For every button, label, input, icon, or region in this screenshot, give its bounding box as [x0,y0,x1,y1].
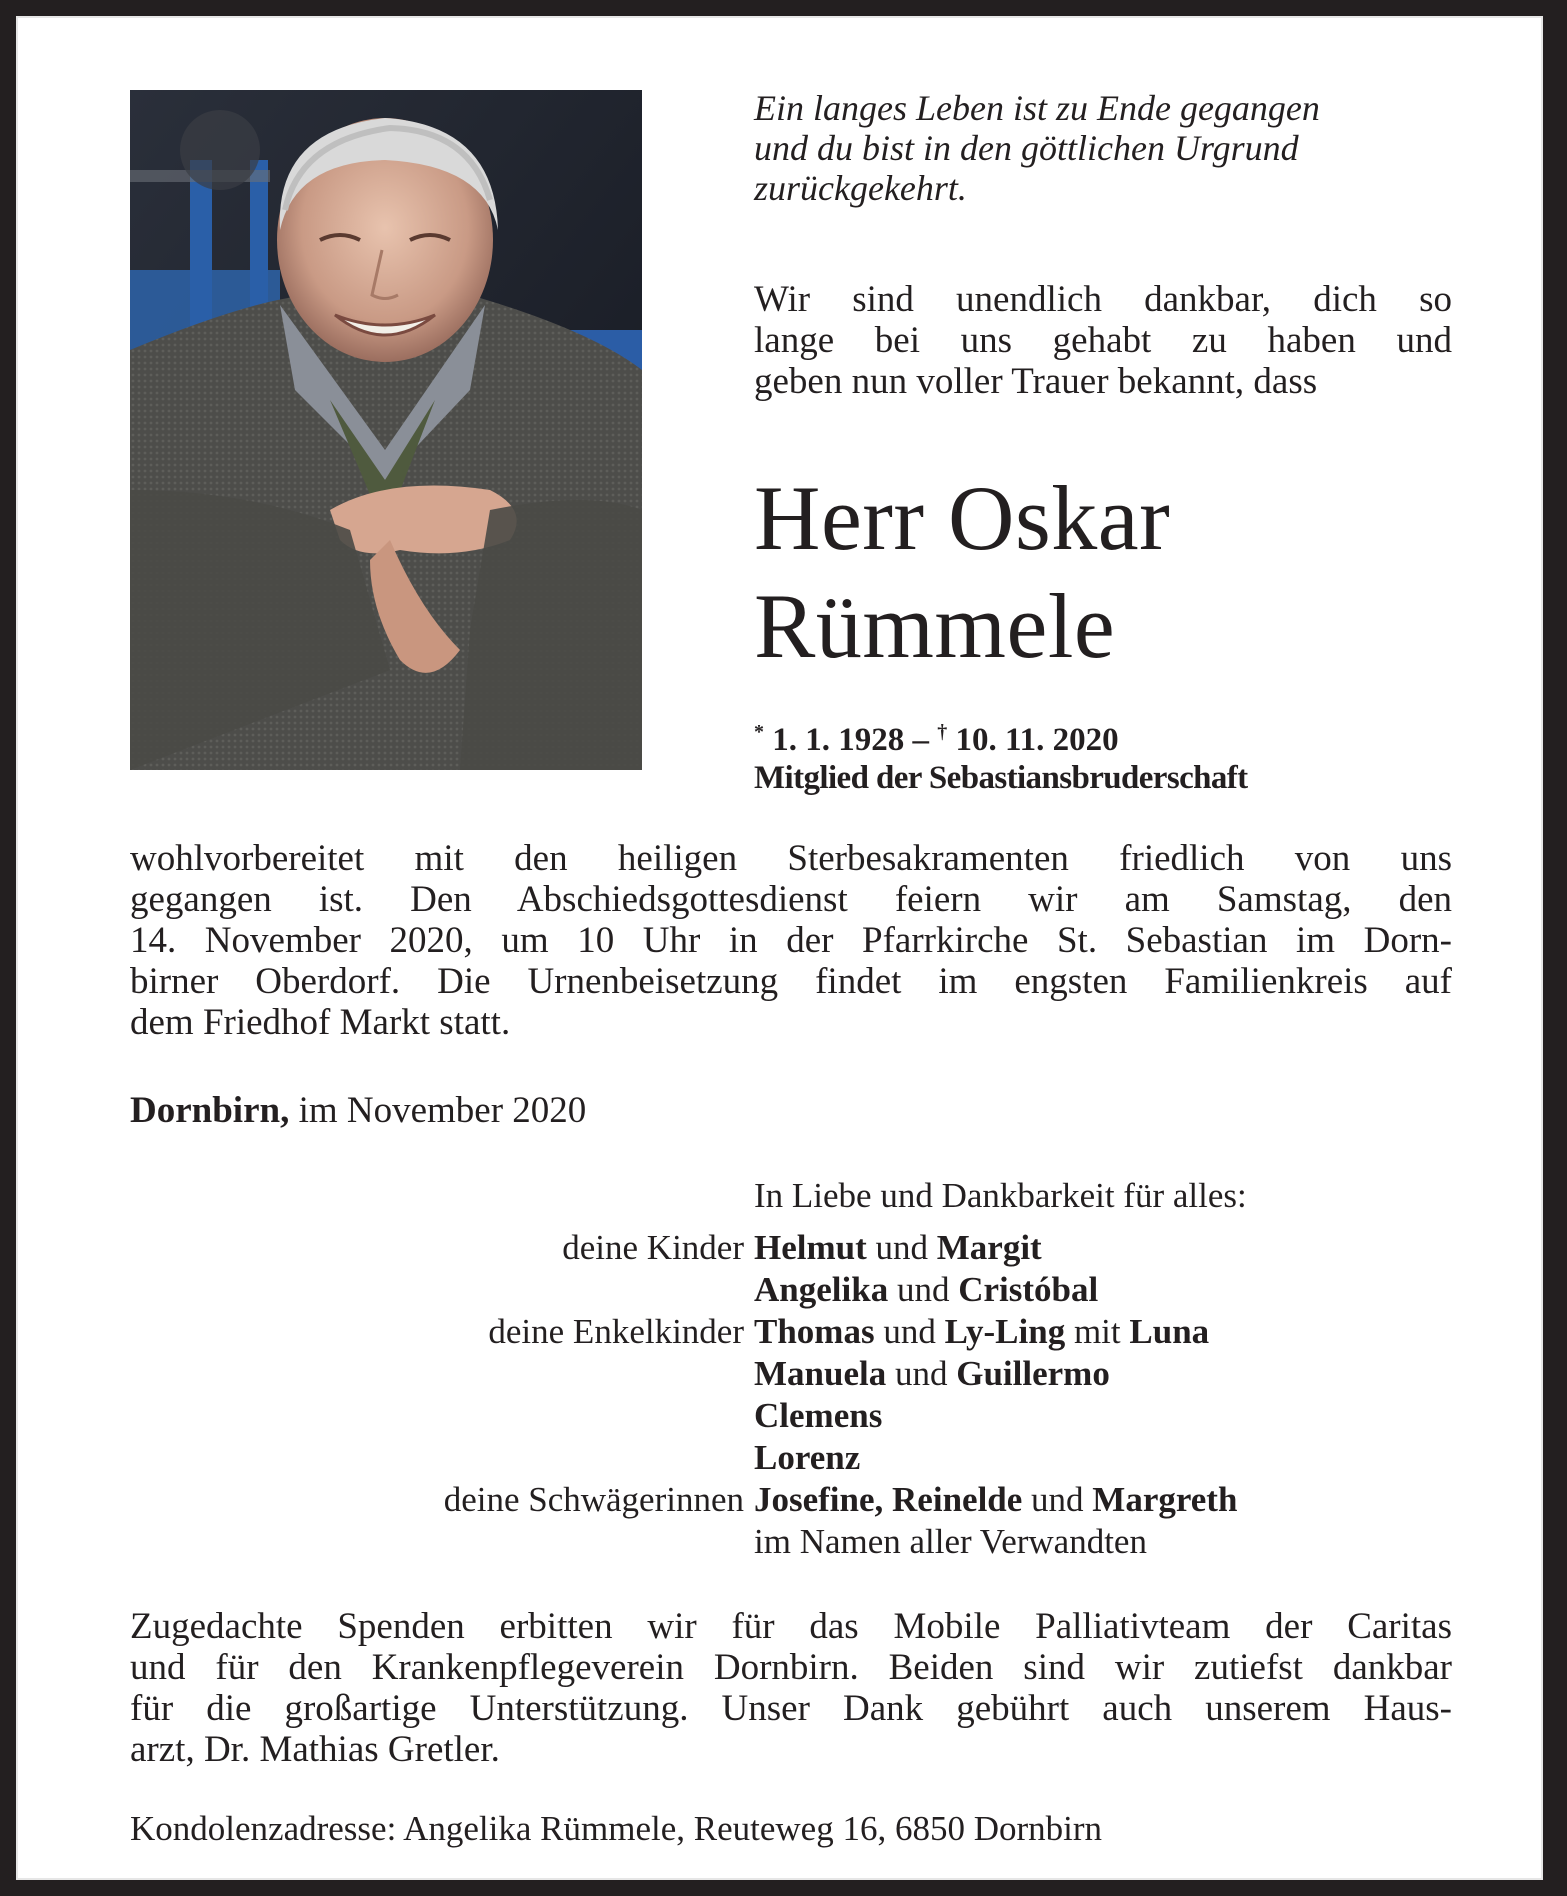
relative-name: Thomas [754,1312,875,1351]
announcement-line: dem Friedhof Markt statt. [130,1002,511,1043]
motto-line: Ein langes Leben ist zu Ende gegangen [754,88,1320,128]
condolence-address: Kondolenzadresse: Angelika Rümmele, Reuteweg 16, 6850 Dornbirn [130,1809,1103,1848]
family-heading-row [130,1175,1452,1217]
portrait-photo [130,90,642,770]
relation-label: deine Enkelkinder [488,1312,744,1351]
relative-name: Lorenz [754,1438,861,1477]
deceased-name-line-2: Rümmele [754,575,1116,677]
announcement-line: birner Oberdorf. Die Urnenbeisetzung findet im engsten Familienkreis auf [130,961,1452,1002]
relative-name: Manuela [754,1354,887,1393]
relative-names [754,1521,1452,1563]
relation-label: deine Kinder [562,1228,744,1267]
relation-label: deine Schwägerinnen [443,1480,744,1519]
relation-label [130,1395,754,1437]
relation-label [130,1437,754,1479]
connector-text: im Namen aller Verwandten [754,1522,1147,1561]
intro-line: geben nun voller Trauer bekannt, dass [754,361,1318,402]
connector-text: mit [1065,1312,1130,1351]
motto-line: zurückgekehrt. [754,168,967,208]
relation-label [130,1521,754,1563]
family-row [130,1479,1452,1521]
life-dates [754,713,1248,797]
connector-text: und [1022,1480,1093,1519]
deceased-name [754,464,1170,680]
relative-name: Guillermo [956,1354,1110,1393]
connector-text: und [886,1354,957,1393]
relative-name: Angelika [754,1270,889,1309]
intro-paragraph [754,279,1452,402]
relative-name: Cristóbal [958,1270,1099,1309]
donations-line: arzt, Dr. Mathias Gretler. [130,1729,500,1770]
intro-line: Wir sind unendlich dankbar, dich so [754,279,1452,320]
intro-line: lange bei uns gehabt zu haben und [754,320,1452,361]
relative-name: Ly-Ling [944,1312,1066,1351]
deceased-name-line-1: Herr Oskar [754,467,1171,569]
relative-name: Helmut [754,1228,867,1267]
relative-name: Margit [936,1228,1042,1267]
donations-paragraph [130,1606,1452,1770]
relative-names [754,1353,1452,1395]
family-row [130,1437,1452,1479]
relative-names [754,1479,1452,1521]
family-row [130,1395,1452,1437]
death-symbol: † [937,721,948,743]
announcement-paragraph [130,838,1452,1043]
family-list [130,1175,1452,1563]
announcement-line: 14. November 2020, um 10 Uhr in der Pfarrkirche St. Sebastian im Dorn- [130,920,1452,961]
relative-name: Luna [1129,1312,1210,1351]
connector-text: und [888,1270,959,1309]
month-year: im November 2020 [298,1090,587,1131]
connector-text: und [874,1312,945,1351]
relative-name: Clemens [754,1396,883,1435]
motto-line: und du bist in den göttlichen Urgrund [754,128,1299,168]
relative-names [754,1311,1452,1353]
relative-name: Josefine, Reinelde [754,1480,1023,1519]
family-row [130,1227,1452,1269]
family-row [130,1311,1452,1353]
date-separator: – [912,722,929,758]
family-row [130,1269,1452,1311]
portrait-image [130,90,642,770]
family-heading: In Liebe und Dankbarkeit für alles: [754,1176,1247,1215]
family-row [130,1353,1452,1395]
relative-names [754,1437,1452,1479]
relative-names [754,1227,1452,1269]
date-range [754,713,1248,759]
place-date [130,1090,586,1131]
membership: Mitglied der Sebastiansbruderschaft [754,760,1248,796]
birth-date: 1. 1. 1928 [772,722,905,758]
death-date: 10. 11. 2020 [955,722,1119,758]
birth-symbol: * [754,721,764,743]
family-row [130,1521,1452,1563]
motto-verse [754,88,1454,208]
relative-names [754,1269,1452,1311]
place-name: Dornbirn, [130,1090,290,1131]
relation-label [130,1269,754,1311]
announcement-line: gegangen ist. Den Abschiedsgottesdienst feiern wir am Samstag, den [130,879,1452,920]
announcement-line: wohlvorbereitet mit den heiligen Sterbesakramenten friedlich von uns [130,838,1452,879]
donations-line: für die großartige Unterstützung. Unser Dank gebührt auch unserem Haus- [130,1688,1452,1729]
donations-line: und für den Krankenpflegeverein Dornbirn. Beiden sind wir zutiefst dankbar [130,1647,1452,1688]
obituary-page [16,16,1543,1880]
relative-names [754,1395,1452,1437]
relation-label [130,1353,754,1395]
relative-name: Margreth [1092,1480,1238,1519]
connector-text: und [866,1228,937,1267]
donations-line: Zugedachte Spenden erbitten wir für das Mobile Palliativteam der Caritas [130,1606,1452,1647]
